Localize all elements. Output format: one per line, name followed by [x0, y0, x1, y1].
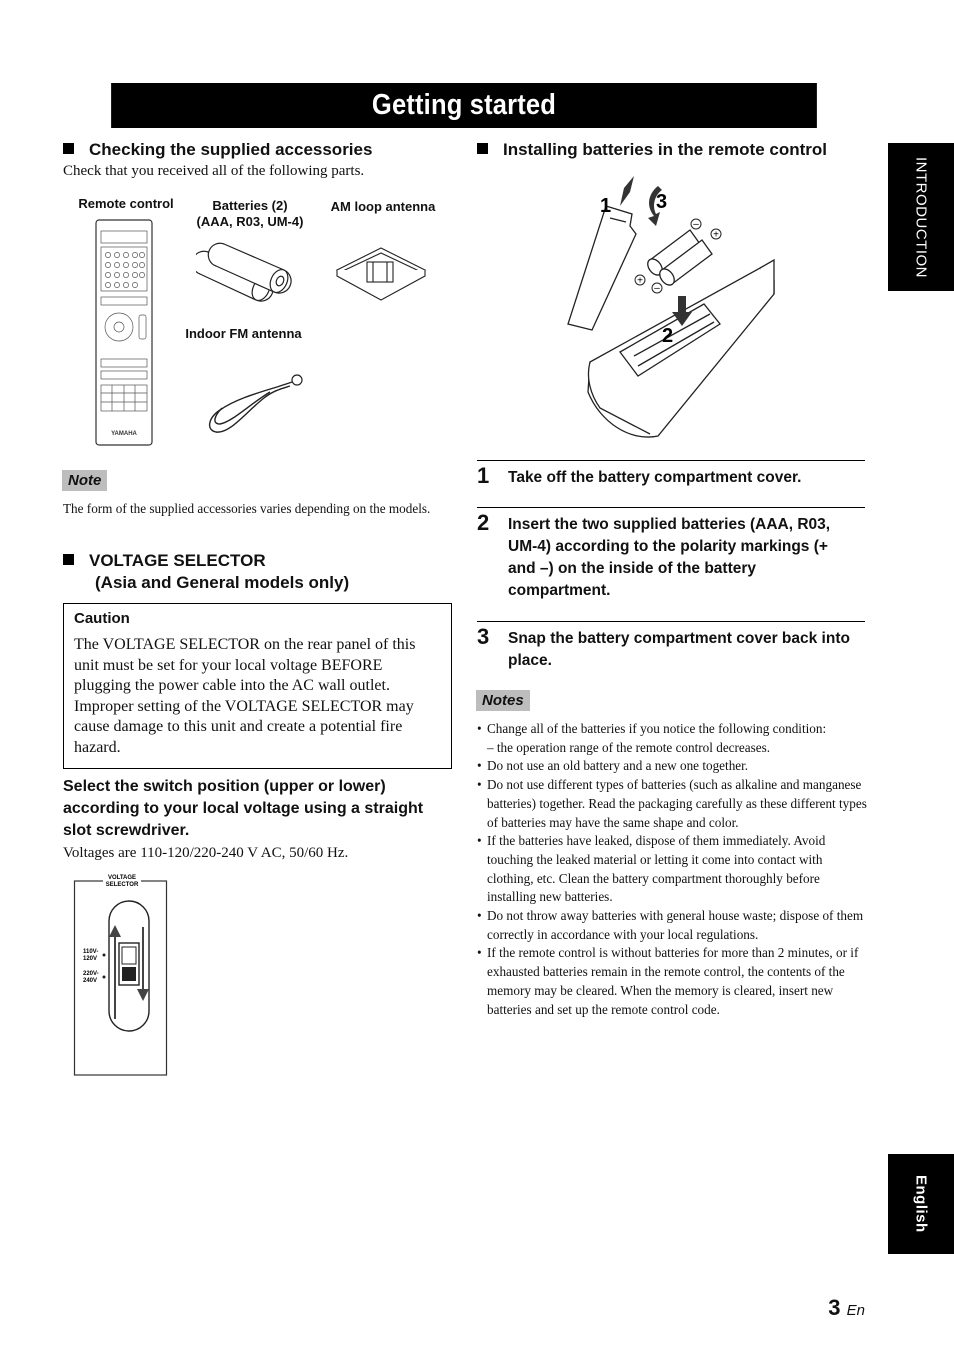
battery-install-illustration [560, 172, 786, 440]
step-1 [477, 460, 865, 507]
polarity-minus-bottom: – [654, 283, 660, 294]
remote-brand-text: YAMAHA [111, 431, 137, 437]
fm-antenna-illustration [200, 360, 310, 440]
list-item: • If the batteries have leaked, dispose of them immediately. Avoid touching the leaked material or letting it come into contact with clothing, etc. Clean the battery compartment thoroughly before installing new batteries. [477, 832, 867, 907]
polarity-minus-top: – [693, 219, 699, 230]
diagram-title-line1: VOLTAGE [107, 875, 137, 881]
side-tab-english[interactable]: English [888, 1154, 954, 1254]
heading-bullet-icon [63, 143, 74, 154]
accessories-heading: Checking the supplied accessories [63, 139, 372, 161]
am-antenna-illustration [333, 240, 429, 304]
notes-tag: Notes [476, 690, 530, 711]
step-text: Snap the battery compartment cover back into place. [508, 630, 850, 669]
list-item: • Do not use different types of batteries (such as alkaline and manganese batteries) together. Read the packaging carefully as these different types of batteries may have the same shape and color. [477, 776, 867, 832]
am-antenna-label: AM loop antenna [330, 199, 436, 214]
remote-control-label: Remote control [78, 196, 174, 211]
caution-text: The VOLTAGE SELECTOR on the rear panel of this unit must be set for your local voltage BEFORE plugging the power cable into the AC wall outlet. Improper setting of the VOLTAGE SELECTOR may cause damage to this unit and create a potential fire hazard. [74, 636, 416, 756]
batteries-illustration [196, 238, 296, 308]
voltage-range-text: Voltages are 110-120/220-240 V AC, 50/60 Hz. [63, 845, 349, 861]
step-2 [477, 507, 865, 620]
notes-list [477, 720, 867, 1019]
fm-antenna-label: Indoor FM antenna [185, 326, 302, 341]
note-tag: Note [62, 470, 107, 491]
caution-title: Caution [74, 610, 130, 627]
list-item: – the operation range of the remote control decreases. [487, 739, 771, 755]
step-text: Insert the two supplied batteries (AAA, R03, UM-4) according to the polarity markings (+ and –) on the inside of the battery compartment. [508, 516, 831, 599]
install-batteries-heading: Installing batteries in the remote control [477, 139, 827, 161]
diagram-lower-line2: 240V [83, 978, 98, 984]
list-item: • If the remote control is without batteries for more than 2 minutes, or if exhausted batteries remain in the remote control, the contents of the memory may be cleared. When the memory is cleared, insert new batteries and set up the remote control code. [477, 944, 867, 1019]
batteries-label: Batteries (2) (AAA, R03, UM-4) [196, 198, 304, 229]
diagram-upper-line1: 110V- [83, 949, 99, 955]
voltage-subheading: (Asia and General models only) [95, 573, 350, 592]
caution-box [63, 603, 452, 769]
step-3 [477, 621, 865, 682]
heading-bullet-icon [477, 143, 488, 154]
voltage-instruction: Select the switch position (upper or lower) according to your local voltage using a straight slot screwdriver. [63, 778, 424, 839]
accessories-intro: Check that you received all of the following parts. [63, 163, 365, 179]
step-number: 2 [477, 510, 490, 535]
figure-step-1: 1 [600, 195, 612, 217]
page-number: 3 En [828, 1295, 865, 1320]
diagram-upper-line2: 120V [83, 956, 98, 962]
step-number: 3 [477, 624, 490, 649]
voltage-heading: VOLTAGE SELECTOR [63, 550, 266, 572]
step-number: 1 [477, 463, 490, 488]
note-text: The form of the supplied accessories varies depending on the models. [63, 501, 431, 516]
figure-step-2: 2 [662, 325, 674, 347]
side-tab-introduction[interactable]: INTRODUCTION [888, 143, 954, 291]
page-title: Getting started [111, 83, 817, 128]
list-item: • Do not throw away batteries with general house waste; dispose of them correctly in accordance with your local regulations. [477, 907, 867, 944]
figure-step-3: 3 [656, 191, 668, 213]
diagram-title-line2: SELECTOR [105, 882, 139, 888]
diagram-lower-line1: 220V- [83, 971, 99, 977]
remote-control-illustration [95, 219, 153, 447]
voltage-selector-diagram [73, 871, 169, 1077]
step-text: Take off the battery compartment cover. [508, 469, 802, 486]
polarity-plus-bottom: + [637, 275, 643, 287]
polarity-plus-top: + [713, 229, 719, 241]
heading-bullet-icon [63, 554, 74, 565]
list-item: • Do not use an old battery and a new one together. [477, 757, 867, 776]
list-item: • Change all of the batteries if you notice the following condition: [477, 720, 867, 739]
